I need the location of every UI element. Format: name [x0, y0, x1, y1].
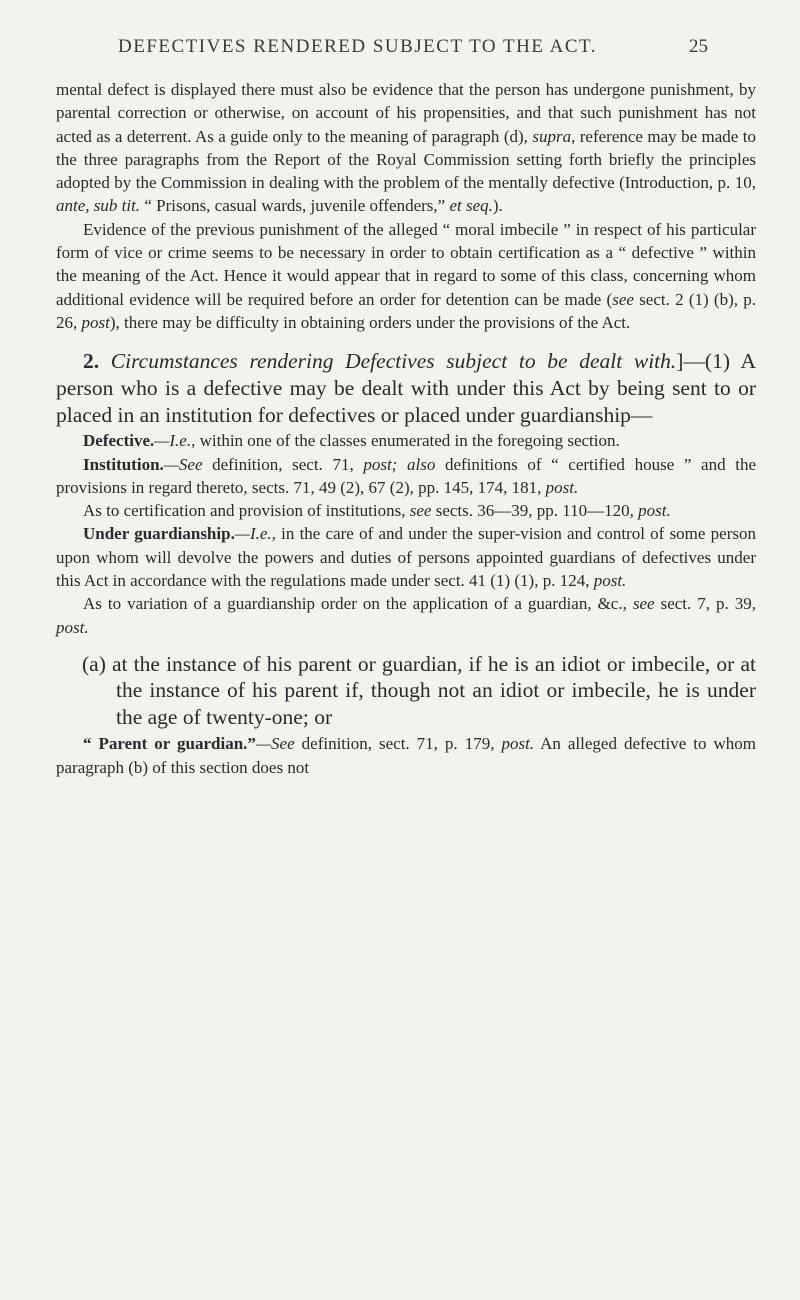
text-run: As to variation of a guardianship order on the application of a guardian, &c.,	[83, 594, 633, 614]
defined-term: Defective.	[83, 431, 155, 451]
italic-run: supra,	[532, 126, 576, 146]
italic-run: post.	[593, 571, 627, 591]
page-number: 25	[689, 36, 708, 57]
section-number: 2.	[83, 349, 100, 374]
text-run: definitions of “ certified house ” and the provisions in regard thereto, sects. 71, 49 (2), 67 (2), pp. 145, 174, 181,	[56, 454, 757, 497]
italic-run: ante, sub tit.	[56, 196, 141, 216]
defined-term: Under guardianship.	[83, 524, 235, 544]
text-run: An alleged defective to whom paragraph (b) of this section does not	[56, 734, 757, 777]
italic-run: post; also	[363, 454, 436, 474]
defined-term: Institution.	[83, 454, 164, 474]
italic-run: —See	[255, 734, 295, 754]
text-run: As to certification and provision of institutions,	[83, 501, 410, 521]
note-variation	[56, 592, 756, 639]
italic-run: —I.e.,	[234, 524, 276, 544]
italic-run: —I.e.,	[154, 431, 196, 451]
italic-run: post.	[545, 477, 579, 497]
text-run: mental defect is displayed there must also be evidence that the person has undergone punishment, by parental correction or otherwise, on account of his propensities, and that such punishment has not acted as a deterrent. As a guide only to the meaning of paragraph (d),	[56, 80, 756, 146]
text-run: in the care of and under the super-vision and control of some person upon whom will devolve the powers and duties of persons appointed guardians of defectives under this Act in accordance with the regulations made under sect. 41 (1) (1), p. 124,	[56, 524, 756, 591]
section-title: Circumstances rendering Defectives subject to be dealt with.	[110, 349, 677, 374]
text-run: “ Prisons, casual wards, juvenile offenders,”	[140, 196, 450, 216]
italic-run: et seq.	[449, 196, 493, 216]
note-institution	[56, 453, 756, 500]
section-text: ]—(1) A person who is a defective may be dealt with under this Act by being sent to or placed in an institution for defectives or placed under guardianship—	[56, 349, 756, 428]
paragraph-continued	[56, 78, 756, 218]
italic-run: post.	[638, 501, 671, 521]
text-run: within one of the classes enumerated in the foregoing section.	[195, 431, 620, 451]
section-2-heading	[56, 348, 756, 429]
text-run: reference may be made to the three paragraphs from the Report of the Royal Commission setting forth briefly the principles adopted by the Commission in dealing with the problem of the mentally defective (Introduction, p. 10,	[56, 126, 756, 193]
note-guardianship	[56, 522, 756, 592]
note-parent-guardian	[56, 732, 756, 779]
italic-run: see	[632, 594, 655, 614]
note-defective	[56, 429, 756, 452]
text-run: sect. 2 (1) (b), p. 26,	[56, 289, 756, 332]
text-run: sect. 7, p. 39,	[654, 594, 756, 614]
italic-run: post	[81, 312, 110, 332]
text-run: sects. 36—39, pp. 110—120,	[431, 501, 639, 521]
text-run: definition, sect. 71, p. 179,	[294, 734, 502, 754]
note-certification	[56, 499, 756, 522]
italic-run: see	[612, 289, 634, 309]
text-run: Evidence of the previous punishment of the alleged “ moral imbecile ” in respect of his particular form of vice or crime seems to be necessary in order to obtain certification as a “ defective ” within the meaning of the Act. Hence it would appear that in regard to some of this class, concerning whom additional evidence will be required before an order for detention can be made (	[56, 219, 756, 309]
running-header	[118, 36, 708, 58]
text-run: ), there may be difficulty in obtaining orders under the provisions of the Act.	[109, 312, 631, 332]
text-run: definition, sect. 71,	[202, 454, 364, 474]
italic-run: post.	[56, 617, 89, 637]
header-title: DEFECTIVES RENDERED SUBJECT TO THE ACT.	[118, 36, 597, 57]
defined-term: “ Parent or guardian.”	[83, 734, 256, 754]
page-body	[56, 78, 756, 779]
italic-run: see	[409, 501, 432, 521]
clause-a: (a) at the instance of his parent or guardian, if he is an idiot or imbecile, or at the instance of his parent if, though not an idiot or imbecile, he is under the age of twenty-one; or	[82, 651, 756, 729]
italic-run: —See	[163, 454, 203, 474]
text-run: ).	[492, 196, 503, 216]
italic-run: post.	[501, 734, 535, 754]
paragraph-evidence	[56, 218, 756, 334]
